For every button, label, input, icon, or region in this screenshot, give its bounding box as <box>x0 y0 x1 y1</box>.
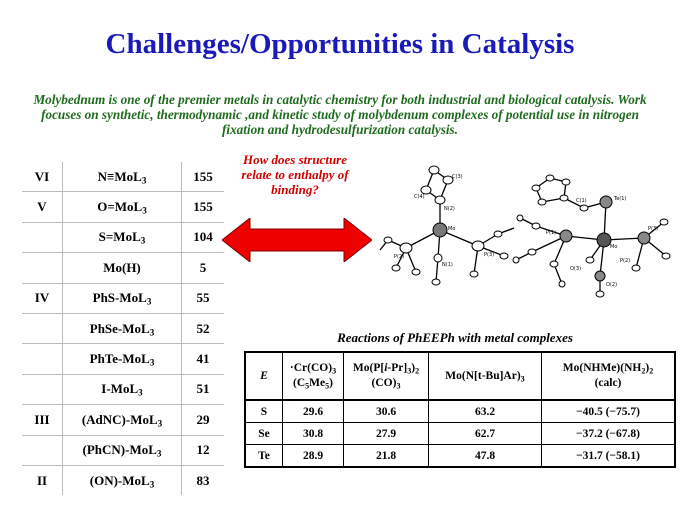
header-mop: $Mo(P[i-Pr]_3)_2$ $(CO)_3$ <box>344 352 429 400</box>
value-cell: 41 <box>182 344 225 374</box>
value-cell: −31.7 (−58.1) <box>542 445 676 468</box>
double-arrow-icon <box>222 218 372 262</box>
compound-cell: PhTe-MoL$_3$ <box>63 344 182 374</box>
atom-label: C(4) <box>414 194 425 200</box>
compound-cell: (PhCN)-MoL$_3$ <box>63 435 182 465</box>
group-cell: III <box>22 405 63 435</box>
table-row <box>22 374 224 404</box>
compound-cell: N≡MoL$_3$ <box>63 162 182 192</box>
element-cell: Se <box>245 423 283 445</box>
value-cell: 62.7 <box>429 423 542 445</box>
atom-label: P(2) <box>620 258 631 264</box>
value-cell: −37.2 (−67.8) <box>542 423 676 445</box>
group-cell: IV <box>22 283 63 313</box>
value-cell: 27.9 <box>344 423 429 445</box>
compound-cell: O=MoL$_3$ <box>63 192 182 222</box>
atom-label: N(2) <box>444 206 455 212</box>
molecule-structure-right <box>506 168 674 310</box>
table-row <box>22 192 224 222</box>
atom-label: C(1) <box>576 198 587 204</box>
value-cell: 21.8 <box>344 445 429 468</box>
table-row <box>22 344 224 374</box>
table-row <box>22 253 224 283</box>
atom-label: P(1) <box>546 230 557 236</box>
value-cell: 52 <box>182 313 225 343</box>
table-row <box>245 445 675 468</box>
atom-label: P(3) <box>648 226 659 232</box>
header-cr: $\cdot Cr(CO)_3$ $(C_5Me_5)$ <box>283 352 344 400</box>
table-row <box>245 400 675 423</box>
group-cell <box>22 374 63 404</box>
group-cell <box>22 435 63 465</box>
value-cell: 51 <box>182 374 225 404</box>
compound-cell: Mo(H) <box>63 253 182 283</box>
atom-label: P(2) <box>394 254 405 260</box>
element-cell: S <box>245 400 283 423</box>
intro-text: Molybednum is one of the premier metals in catalytic chemistry for both industrial and biological catalysis. Work focuses on synthetic, thermodynamic ,and kinetic study of molybdenum complexes of potential use in nitrogen fixation and hydrodesulfurization catalysis. <box>33 92 647 137</box>
element-cell: Te <box>245 445 283 468</box>
value-cell: 30.6 <box>344 400 429 423</box>
table-row <box>22 465 224 495</box>
value-cell: 47.8 <box>429 445 542 468</box>
table-row <box>22 313 224 343</box>
slide-title: Challenges/Opportunities in Catalysis <box>105 28 575 60</box>
header-e: E <box>245 352 283 400</box>
atom-label: O(2) <box>606 282 618 288</box>
atom-label: N(1) <box>442 262 453 268</box>
atom-label: Te(1) <box>614 196 627 202</box>
group-cell: V <box>22 192 63 222</box>
value-cell: 63.2 <box>429 400 542 423</box>
value-cell: 30.8 <box>283 423 344 445</box>
reaction-table <box>244 351 676 468</box>
value-cell: 55 <box>182 283 225 313</box>
value-cell: 29.6 <box>283 400 344 423</box>
table-row <box>22 435 224 465</box>
header-monh: $Mo(NHMe)(NH_2)_2$ (calc) <box>542 352 676 400</box>
binding-enthalpy-table <box>22 162 224 495</box>
group-cell: VI <box>34 168 50 184</box>
table-row <box>22 162 224 192</box>
compound-cell: PhSe-MoL$_3$ <box>63 313 182 343</box>
group-cell <box>22 344 63 374</box>
molecule-structure-left <box>376 150 526 300</box>
question-text: How does structure relate to enthalpy of binding? <box>241 152 349 197</box>
value-cell: 28.9 <box>283 445 344 468</box>
value-cell: 5 <box>182 253 225 283</box>
table-row <box>22 283 224 313</box>
header-mon: $Mo(N[t-Bu]Ar)_3$ <box>429 352 542 400</box>
value-cell: −40.5 (−75.7) <box>542 400 676 423</box>
group-cell <box>22 253 63 283</box>
table-row <box>245 423 675 445</box>
value-cell: 12 <box>182 435 225 465</box>
value-cell: 29 <box>182 405 225 435</box>
atom-label: Mo <box>448 226 456 232</box>
atom-label: Mo <box>610 244 618 250</box>
group-cell <box>22 222 63 252</box>
value-cell: 155 <box>182 162 225 192</box>
compound-cell: S=MoL$_3$ <box>63 222 182 252</box>
compound-cell: (AdNC)-MoL$_3$ <box>63 405 182 435</box>
atom-label: O(3) <box>570 266 582 272</box>
reaction-table-title: Reactions of PhEEPh with metal complexes <box>337 330 573 345</box>
compound-cell: I-MoL$_3$ <box>63 374 182 404</box>
group-cell <box>22 313 63 343</box>
group-cell: II <box>22 465 63 495</box>
table-header-row <box>245 352 675 400</box>
atom-label: P(3) <box>484 252 495 258</box>
value-cell: 83 <box>182 465 225 495</box>
table-row <box>22 222 224 252</box>
compound-cell: (ON)-MoL$_3$ <box>63 465 182 495</box>
compound-cell: PhS-MoL$_3$ <box>63 283 182 313</box>
value-cell: 104 <box>182 222 225 252</box>
table-row <box>22 405 224 435</box>
atom-label: C(3) <box>452 174 463 180</box>
value-cell: 155 <box>182 192 225 222</box>
